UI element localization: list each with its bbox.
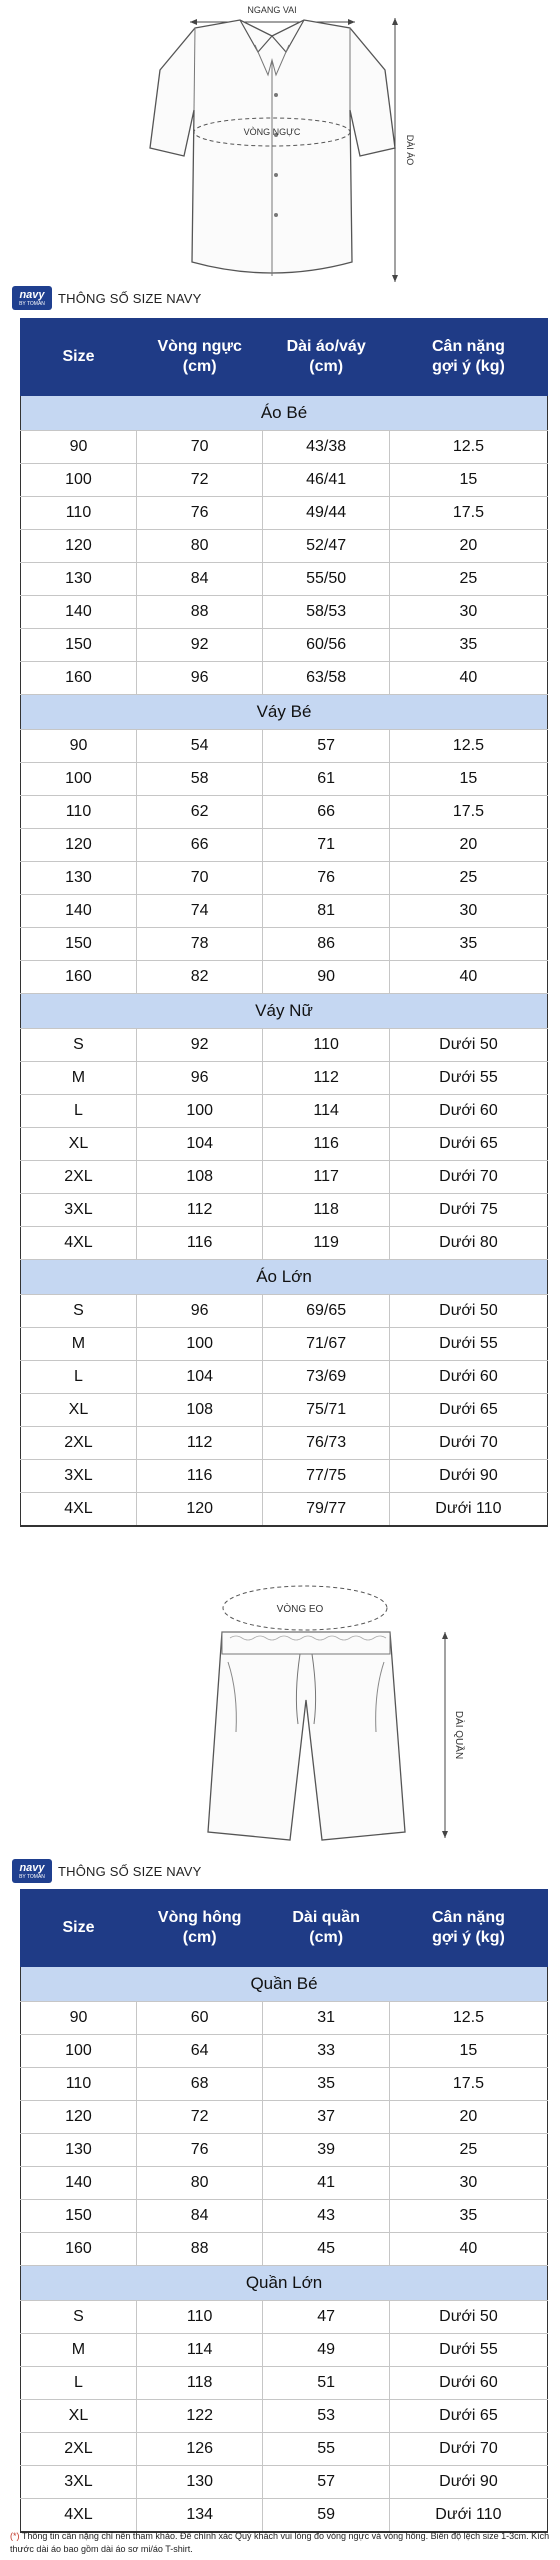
table-cell: 46/41 (263, 464, 389, 497)
table-cell: 119 (263, 1227, 389, 1260)
table-cell: 88 (136, 596, 262, 629)
table-cell: 4XL (21, 2499, 137, 2533)
table-cell: 76 (136, 497, 262, 530)
length-label: DÀI ÁO (405, 134, 415, 166)
table-cell: 55 (263, 2433, 389, 2466)
footnote (10, 2530, 555, 2556)
table-row (21, 2200, 548, 2233)
table-cell: 82 (136, 961, 262, 994)
table-cell: 110 (21, 796, 137, 829)
table-cell: L (21, 1361, 137, 1394)
table-cell: 35 (389, 2200, 547, 2233)
table-cell: 110 (263, 1029, 389, 1062)
table-cell: 70 (136, 431, 262, 464)
table-cell: XL (21, 1128, 137, 1161)
table-row (21, 2134, 548, 2167)
table-cell: 100 (136, 1328, 262, 1361)
table-cell: 100 (21, 2035, 137, 2068)
table-cell: 33 (263, 2035, 389, 2068)
table-cell: 114 (263, 1095, 389, 1128)
table-cell: 120 (21, 829, 137, 862)
table-cell: 17.5 (389, 2068, 547, 2101)
table-row (21, 1095, 548, 1128)
table-cell: Dưới 80 (389, 1227, 547, 1260)
table-row (21, 829, 548, 862)
table-cell: S (21, 1029, 137, 1062)
table-cell: 79/77 (263, 1493, 389, 1527)
table-cell: Dưới 70 (389, 1427, 547, 1460)
table-row (21, 928, 548, 961)
table-cell: 84 (136, 2200, 262, 2233)
footnote-text: Thông tin cân nặng chỉ nên tham khảo. Để chính xác Quý khách vui lòng đo vòng ngực và vòng hông. Biên độ lệch size 1-3cm. Kích thước dài áo bao gồm dài áo sơ mi/áo T-shirt. (10, 2531, 550, 2554)
table-title: THÔNG SỐ SIZE NAVY (58, 290, 202, 306)
table-row (21, 563, 548, 596)
table-row (21, 2002, 548, 2035)
table-cell: 84 (136, 563, 262, 596)
table-cell: XL (21, 2400, 137, 2433)
table-cell: 160 (21, 961, 137, 994)
table-cell: 60/56 (263, 629, 389, 662)
table-cell: 59 (263, 2499, 389, 2533)
table-row (21, 662, 548, 695)
table-cell: 150 (21, 629, 137, 662)
table-cell: 140 (21, 596, 137, 629)
table-row (21, 497, 548, 530)
table-cell: Dưới 50 (389, 1029, 547, 1062)
section-row (21, 2266, 548, 2301)
table-cell: 2XL (21, 1161, 137, 1194)
table-cell: 76/73 (263, 1427, 389, 1460)
table-cell: 57 (263, 2466, 389, 2499)
table-cell: 90 (263, 961, 389, 994)
table-cell: L (21, 2367, 137, 2400)
table-row (21, 431, 548, 464)
table-cell: 72 (136, 464, 262, 497)
table-cell: 117 (263, 1161, 389, 1194)
table-row (21, 1062, 548, 1095)
table-cell: 47 (263, 2301, 389, 2334)
table-cell: 96 (136, 1062, 262, 1095)
shoulder-label: NGANG VAI (247, 5, 297, 15)
table-cell: 20 (389, 2101, 547, 2134)
column-header: Cân nặng gợi ý (kg) (389, 319, 547, 396)
table-title: THÔNG SỐ SIZE NAVY (58, 1863, 202, 1879)
table-cell: 140 (21, 895, 137, 928)
table-cell: 88 (136, 2233, 262, 2266)
table-cell: 69/65 (263, 1295, 389, 1328)
table-cell: Dưới 65 (389, 2400, 547, 2433)
table-cell: 12.5 (389, 730, 547, 763)
table-cell: 134 (136, 2499, 262, 2533)
footnote-marker: (*) (10, 2531, 20, 2541)
table-row (21, 2035, 548, 2068)
table-row (21, 2499, 548, 2533)
table-cell: 81 (263, 895, 389, 928)
table-cell: 20 (389, 530, 547, 563)
table-row (21, 1295, 548, 1328)
table-cell: 20 (389, 829, 547, 862)
table-cell: 40 (389, 2233, 547, 2266)
table-cell: 110 (136, 2301, 262, 2334)
table-cell: 15 (389, 763, 547, 796)
table-cell: 55/50 (263, 563, 389, 596)
table-cell: Dưới 60 (389, 1361, 547, 1394)
table-cell: 25 (389, 862, 547, 895)
table-cell: 43/38 (263, 431, 389, 464)
table-cell: 71 (263, 829, 389, 862)
table-row (21, 2466, 548, 2499)
table-cell: 68 (136, 2068, 262, 2101)
table-cell: Dưới 50 (389, 1295, 547, 1328)
table-cell: 120 (136, 1493, 262, 1527)
table-row (21, 1361, 548, 1394)
section-row (21, 695, 548, 730)
table-cell: 100 (21, 464, 137, 497)
table-cell: Dưới 65 (389, 1128, 547, 1161)
table-cell: M (21, 2334, 137, 2367)
table-cell: 12.5 (389, 431, 547, 464)
table-cell: Dưới 55 (389, 1062, 547, 1095)
table-cell: 120 (21, 530, 137, 563)
table-cell: 90 (21, 431, 137, 464)
table-cell: Dưới 70 (389, 1161, 547, 1194)
table-cell: 92 (136, 1029, 262, 1062)
table-cell: 100 (21, 763, 137, 796)
table-cell: Dưới 55 (389, 2334, 547, 2367)
table-cell: 160 (21, 2233, 137, 2266)
table-cell: 130 (21, 862, 137, 895)
chest-label: VÒNG NGỰC (243, 127, 301, 137)
table-cell: 108 (136, 1161, 262, 1194)
table-cell: 92 (136, 629, 262, 662)
table-cell: 112 (263, 1062, 389, 1095)
table-cell: 66 (263, 796, 389, 829)
table-cell: Dưới 110 (389, 2499, 547, 2533)
section-title: Áo Bé (21, 396, 548, 431)
table-cell: 150 (21, 928, 137, 961)
table-cell: 80 (136, 2167, 262, 2200)
table-cell: 17.5 (389, 497, 547, 530)
column-header: Size (21, 319, 137, 396)
table-row (21, 2233, 548, 2266)
table-cell: 70 (136, 862, 262, 895)
table-cell: 72 (136, 2101, 262, 2134)
column-header: Size (21, 1890, 137, 1967)
table-cell: 112 (136, 1427, 262, 1460)
brand-header-shirts (12, 285, 202, 311)
table-row (21, 1394, 548, 1427)
table-cell: 78 (136, 928, 262, 961)
table-row (21, 2433, 548, 2466)
table-cell: 64 (136, 2035, 262, 2068)
table-cell: 15 (389, 2035, 547, 2068)
table-cell: 71/67 (263, 1328, 389, 1361)
table-row (21, 730, 548, 763)
table-cell: Dưới 50 (389, 2301, 547, 2334)
table-row (21, 596, 548, 629)
section-title: Áo Lớn (21, 1260, 548, 1295)
table-cell: 116 (136, 1460, 262, 1493)
table-cell: M (21, 1328, 137, 1361)
table-row (21, 2101, 548, 2134)
table-cell: 118 (263, 1194, 389, 1227)
section-row (21, 396, 548, 431)
table-cell: 61 (263, 763, 389, 796)
table-cell: 52/47 (263, 530, 389, 563)
table-cell: 62 (136, 796, 262, 829)
table-row (21, 2367, 548, 2400)
table-cell: 30 (389, 596, 547, 629)
table-row (21, 1194, 548, 1227)
pants-length-label: DÀI QUẦN (453, 1710, 464, 1760)
table-header-row (21, 319, 548, 396)
table-row (21, 895, 548, 928)
pants-size-table (20, 1889, 548, 2533)
section-row (21, 1260, 548, 1295)
table-cell: 77/75 (263, 1460, 389, 1493)
table-cell: 108 (136, 1394, 262, 1427)
table-cell: XL (21, 1394, 137, 1427)
table-cell: S (21, 1295, 137, 1328)
table-cell: M (21, 1062, 137, 1095)
table-cell: 116 (263, 1128, 389, 1161)
table-cell: 63/58 (263, 662, 389, 695)
table-row (21, 961, 548, 994)
table-cell: 40 (389, 662, 547, 695)
column-header: Vòng hông (cm) (136, 1890, 262, 1967)
table-cell: 40 (389, 961, 547, 994)
table-cell: 100 (136, 1095, 262, 1128)
table-row (21, 1161, 548, 1194)
table-cell: 31 (263, 2002, 389, 2035)
table-row (21, 464, 548, 497)
table-row (21, 862, 548, 895)
table-cell: 90 (21, 2002, 137, 2035)
table-cell: Dưới 70 (389, 2433, 547, 2466)
table-cell: 112 (136, 1194, 262, 1227)
table-cell: Dưới 90 (389, 1460, 547, 1493)
section-row (21, 994, 548, 1029)
table-cell: Dưới 60 (389, 2367, 547, 2400)
table-cell: 80 (136, 530, 262, 563)
brand-header-pants (12, 1858, 202, 1884)
table-row (21, 1427, 548, 1460)
table-row (21, 763, 548, 796)
table-cell: 110 (21, 2068, 137, 2101)
table-cell: 104 (136, 1361, 262, 1394)
table-cell: 57 (263, 730, 389, 763)
table-row (21, 1328, 548, 1361)
table-row (21, 1227, 548, 1260)
table-row (21, 1128, 548, 1161)
table-cell: S (21, 2301, 137, 2334)
table-cell: 140 (21, 2167, 137, 2200)
table-cell: Dưới 90 (389, 2466, 547, 2499)
table-cell: 160 (21, 662, 137, 695)
table-cell: 150 (21, 2200, 137, 2233)
table-cell: Dưới 60 (389, 1095, 547, 1128)
table-cell: 2XL (21, 1427, 137, 1460)
section-title: Váy Bé (21, 695, 548, 730)
navy-logo-icon: navy BY TOMAN (12, 1859, 52, 1883)
table-cell: 120 (21, 2101, 137, 2134)
table-cell: 76 (136, 2134, 262, 2167)
table-cell: 49 (263, 2334, 389, 2367)
table-cell: 86 (263, 928, 389, 961)
shorts-diagram (0, 1570, 560, 1860)
column-header: Vòng ngực (cm) (136, 319, 262, 396)
table-cell: Dưới 110 (389, 1493, 547, 1527)
table-cell: 3XL (21, 2466, 137, 2499)
table-cell: 110 (21, 497, 137, 530)
table-cell: 30 (389, 2167, 547, 2200)
shirt-dress-size-table (20, 318, 548, 1527)
table-cell: 35 (263, 2068, 389, 2101)
table-cell: 41 (263, 2167, 389, 2200)
table-cell: 45 (263, 2233, 389, 2266)
table-cell: 96 (136, 662, 262, 695)
table-cell: 12.5 (389, 2002, 547, 2035)
table-cell: 75/71 (263, 1394, 389, 1427)
table-cell: 118 (136, 2367, 262, 2400)
table-cell: 2XL (21, 2433, 137, 2466)
table-cell: 73/69 (263, 1361, 389, 1394)
shirt-diagram (0, 0, 560, 290)
table-row (21, 2301, 548, 2334)
table-row (21, 2400, 548, 2433)
table-cell: 130 (21, 2134, 137, 2167)
table-cell: 74 (136, 895, 262, 928)
table-cell: 39 (263, 2134, 389, 2167)
table-cell: 104 (136, 1128, 262, 1161)
table-cell: Dưới 75 (389, 1194, 547, 1227)
section-title: Quần Lớn (21, 2266, 548, 2301)
column-header: Cân nặng gợi ý (kg) (389, 1890, 547, 1967)
table-row (21, 2068, 548, 2101)
table-cell: 130 (136, 2466, 262, 2499)
table-cell: 76 (263, 862, 389, 895)
table-cell: Dưới 65 (389, 1394, 547, 1427)
table-cell: 15 (389, 464, 547, 497)
table-cell: 43 (263, 2200, 389, 2233)
table-row (21, 1460, 548, 1493)
table-cell: 126 (136, 2433, 262, 2466)
table-cell: Dưới 55 (389, 1328, 547, 1361)
table-row (21, 2334, 548, 2367)
table-cell: 4XL (21, 1493, 137, 1527)
navy-logo-icon: navy BY TOMAN (12, 286, 52, 310)
table-cell: 53 (263, 2400, 389, 2433)
table-cell: 54 (136, 730, 262, 763)
table-cell: 3XL (21, 1194, 137, 1227)
column-header: Dài áo/váy (cm) (263, 319, 389, 396)
table-cell: 90 (21, 730, 137, 763)
table-cell: 116 (136, 1227, 262, 1260)
table-cell: 4XL (21, 1227, 137, 1260)
table-cell: 130 (21, 563, 137, 596)
table-cell: 58 (136, 763, 262, 796)
table-cell: 66 (136, 829, 262, 862)
section-title: Quần Bé (21, 1967, 548, 2002)
table-row (21, 1029, 548, 1062)
section-row (21, 1967, 548, 2002)
table-cell: 122 (136, 2400, 262, 2433)
table-cell: 37 (263, 2101, 389, 2134)
table-cell: 3XL (21, 1460, 137, 1493)
table-cell: 35 (389, 629, 547, 662)
table-row (21, 629, 548, 662)
table-cell: 17.5 (389, 796, 547, 829)
table-cell: 25 (389, 2134, 547, 2167)
waist-label: VÒNG EO (276, 1604, 324, 1615)
table-header-row (21, 1890, 548, 1967)
table-cell: 49/44 (263, 497, 389, 530)
table-cell: 114 (136, 2334, 262, 2367)
table-row (21, 796, 548, 829)
table-cell: 51 (263, 2367, 389, 2400)
table-cell: 58/53 (263, 596, 389, 629)
table-cell: 25 (389, 563, 547, 596)
table-cell: 60 (136, 2002, 262, 2035)
table-cell: 96 (136, 1295, 262, 1328)
table-row (21, 530, 548, 563)
table-cell: 30 (389, 895, 547, 928)
table-cell: 35 (389, 928, 547, 961)
table-cell: L (21, 1095, 137, 1128)
column-header: Dài quần (cm) (263, 1890, 389, 1967)
section-title: Váy Nữ (21, 994, 548, 1029)
table-row (21, 2167, 548, 2200)
table-row (21, 1493, 548, 1527)
